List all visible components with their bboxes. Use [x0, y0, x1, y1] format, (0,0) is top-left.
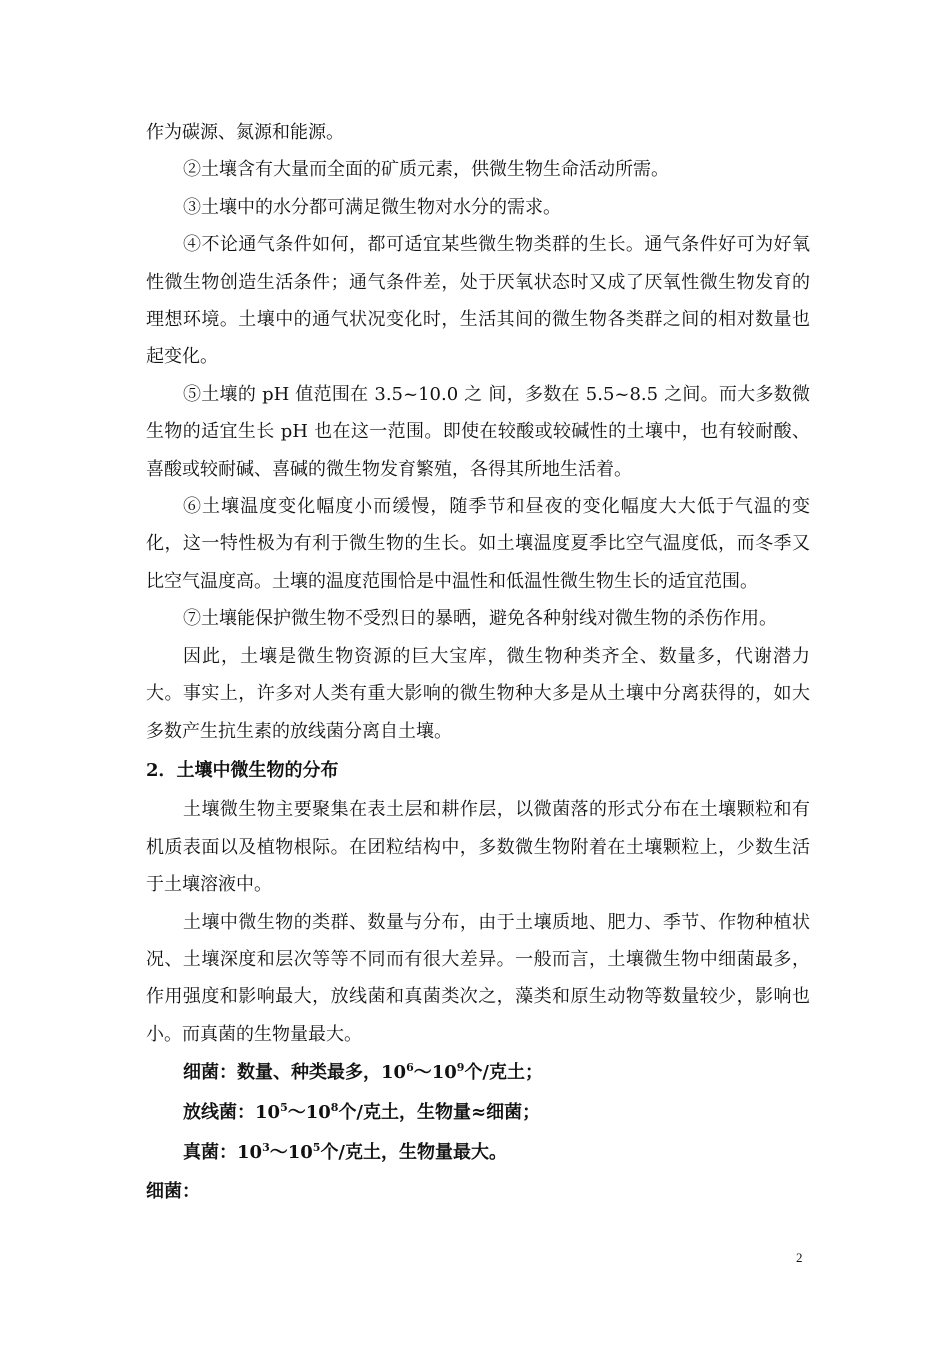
list-item-fungi: 真菌：$10^3\sim 10^5$个/克土，生物量最大。: [183, 1141, 508, 1164]
paragraph-water: ③土壤中的水分都可满足微生物对水分的需求。: [183, 196, 561, 218]
paragraph-carbon-source: 作为碳源、氮源和能源。: [146, 122, 344, 143]
paragraph-protection: ⑦土壤能保护微生物不受烈日的暴晒，避免各种射线对微生物的杀伤作用。: [183, 608, 777, 630]
page-number: 2: [796, 1250, 803, 1265]
section-heading-distribution: 2．土壤中微生物的分布: [146, 759, 339, 781]
body-text: [146, 114, 810, 1211]
paragraph-temperature: ⑥土壤温度变化幅度小而缓慢，随季节和昼夜的变化幅度大大低于气温的变化，这一特性极为有利于微生物的生长。如土壤温度夏季比空气温度低，而冬季又比空气温度高。土壤的温度范围恰是中温性和低温性微生物生长的适宜范围。: [146, 496, 810, 592]
list-item-actinomycetes: 放线菌：$10^5\sim 10^8$个/克土，生物量≈细菌；: [183, 1101, 541, 1124]
paragraph-ph: ⑤土壤的 pH 值范围在 3.5~10.0 之 间，多数在 5.5~8.5 之间。而大多数微生物的适宜生长 pH 也在这一范围。即使在较酸或较碱性的土壤中，也有较耐酸、喜酸或较耐碱、喜碱的微生物发育繁殖，各得其所地生活着。: [146, 383, 810, 480]
paragraph-aeration: ④不论通气条件如何，都可适宜某些微生物类群的生长。通气条件好可为好氧性微生物创造生活条件；通气条件差，处于厌氧状态时又成了厌氧性微生物发育的理想环境。土壤中的通气状况变化时，生活其间的微生物各类群之间的相对数量也起变化。: [146, 234, 810, 368]
list-item-bacteria: 细菌：数量、种类最多，$10^6\sim 10^9$个/克土；: [183, 1061, 544, 1084]
paragraph-conclusion: 因此，土壤是微生物资源的巨大宝库，微生物种类齐全、数量多，代谢潜力大。事实上，许多对人类有重大影响的微生物种大多是从土壤中分离获得的，如大多数产生抗生素的放线菌分离自土壤。: [146, 645, 810, 742]
paragraph-aggregation: 土壤微生物主要聚集在表土层和耕作层，以微菌落的形式分布在土壤颗粒和有机质表面以及植物根际。在团粒结构中，多数微生物附着在土壤颗粒上，少数生活于土壤溶液中。: [146, 799, 810, 896]
heading-bacteria: 细菌：: [146, 1181, 200, 1203]
paragraph-groups: 土壤中微生物的类群、数量与分布，由于土壤质地、肥力、季节、作物种植状况、土壤深度和层次等等不同而有很大差异。一般而言，土壤微生物中细菌最多，作用强度和影响最大，放线菌和真菌类次之，藻类和原生动物等数量较少，影响也小。而真菌的生物量最大。: [146, 911, 810, 1045]
paragraph-minerals: ②土壤含有大量而全面的矿质元素，供微生物生命活动所需。: [183, 159, 669, 181]
